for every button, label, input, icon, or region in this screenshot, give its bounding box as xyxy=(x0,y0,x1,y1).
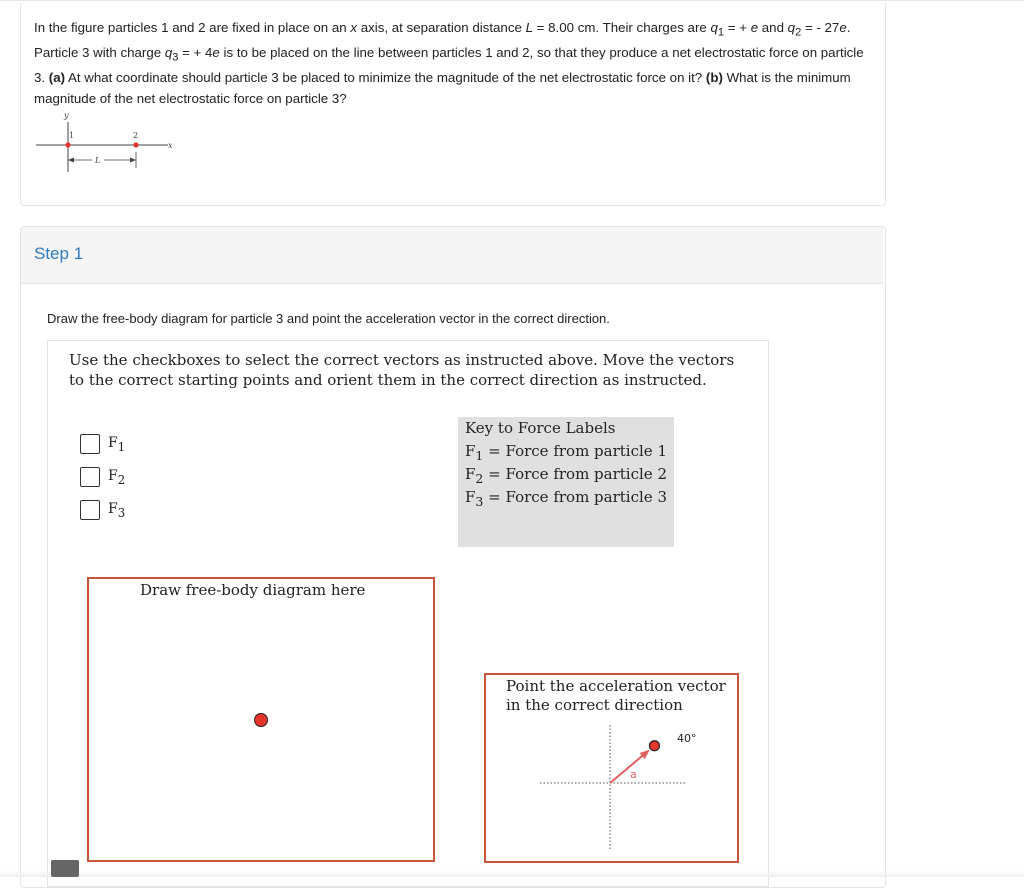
acceleration-diagram[interactable] xyxy=(530,720,710,855)
vector-label: a xyxy=(630,768,637,781)
checkbox-f3[interactable] xyxy=(80,499,125,521)
particle-3-dot xyxy=(254,713,268,727)
checkbox-box[interactable] xyxy=(80,467,100,487)
keyboard-icon[interactable] xyxy=(51,860,79,877)
widget-instruction: Use the checkboxes to select the correct vectors as instructed above. Move the vectors to the correct starting points and orient them in the correct direction as instructed. xyxy=(69,351,735,389)
y-axis-label: y xyxy=(64,111,69,120)
checkbox-label: $F_3$ xyxy=(108,500,126,520)
top-divider xyxy=(0,0,1024,1)
fbd-title: Draw free-body diagram here xyxy=(140,581,366,599)
checkbox-label: $F_2$ xyxy=(108,467,126,487)
key-title: Key to Force Labels xyxy=(465,419,616,437)
key-line-f3: $F_3$ = Force from particle 3 xyxy=(465,488,667,509)
particle-figure xyxy=(28,108,188,178)
key-line-f1: $F_1$ = Force from particle 1 xyxy=(465,442,667,463)
particle-2-dot xyxy=(133,142,138,147)
checkbox-f2[interactable] xyxy=(80,466,125,488)
dim-right-arrowhead xyxy=(130,158,136,163)
step-header xyxy=(21,227,883,284)
acceleration-title: Point the acceleration vector in the correct direction xyxy=(506,677,726,714)
checkbox-box[interactable] xyxy=(80,434,100,454)
checkbox-box[interactable] xyxy=(80,500,100,520)
key-line-f2: $F_2$ = Force from particle 2 xyxy=(465,465,667,486)
checkbox-label: $F_1$ xyxy=(108,434,126,454)
x-axis-label: x xyxy=(168,141,173,150)
particle-2-label: 2 xyxy=(133,131,139,140)
vector-rotate-handle[interactable] xyxy=(649,741,659,751)
step-title: Step 1 xyxy=(34,244,84,263)
dim-left-arrowhead xyxy=(68,158,74,163)
particle-1-dot xyxy=(65,142,70,147)
step-instruction: Draw the free-body diagram for particle 3 and point the acceleration vector in the correct direction. xyxy=(47,311,610,326)
particle-1-label: 1 xyxy=(69,131,75,140)
angle-label: 40° xyxy=(677,732,697,745)
problem-statement: In the figure particles 1 and 2 are fixed in place on an x axis, at separation distance L = 8.00 cm. Their charges are $q_1$ = + e and $q_2$ = - 27e. Particle 3 with charge $q_3$ = + 4e is to be placed on the line between particles 1 and 2, so that they produce a net electrostatic force on particle 3. (a) At what coordinate should particle 3 be placed to minimize the magnitude of the net electrostatic force on it? (b) What is the minimum magnitude of the net electrostatic force on particle 3? xyxy=(34,20,864,106)
bottom-fade xyxy=(0,870,1024,877)
checkbox-f1[interactable] xyxy=(80,433,125,455)
distance-label: L xyxy=(95,156,101,165)
